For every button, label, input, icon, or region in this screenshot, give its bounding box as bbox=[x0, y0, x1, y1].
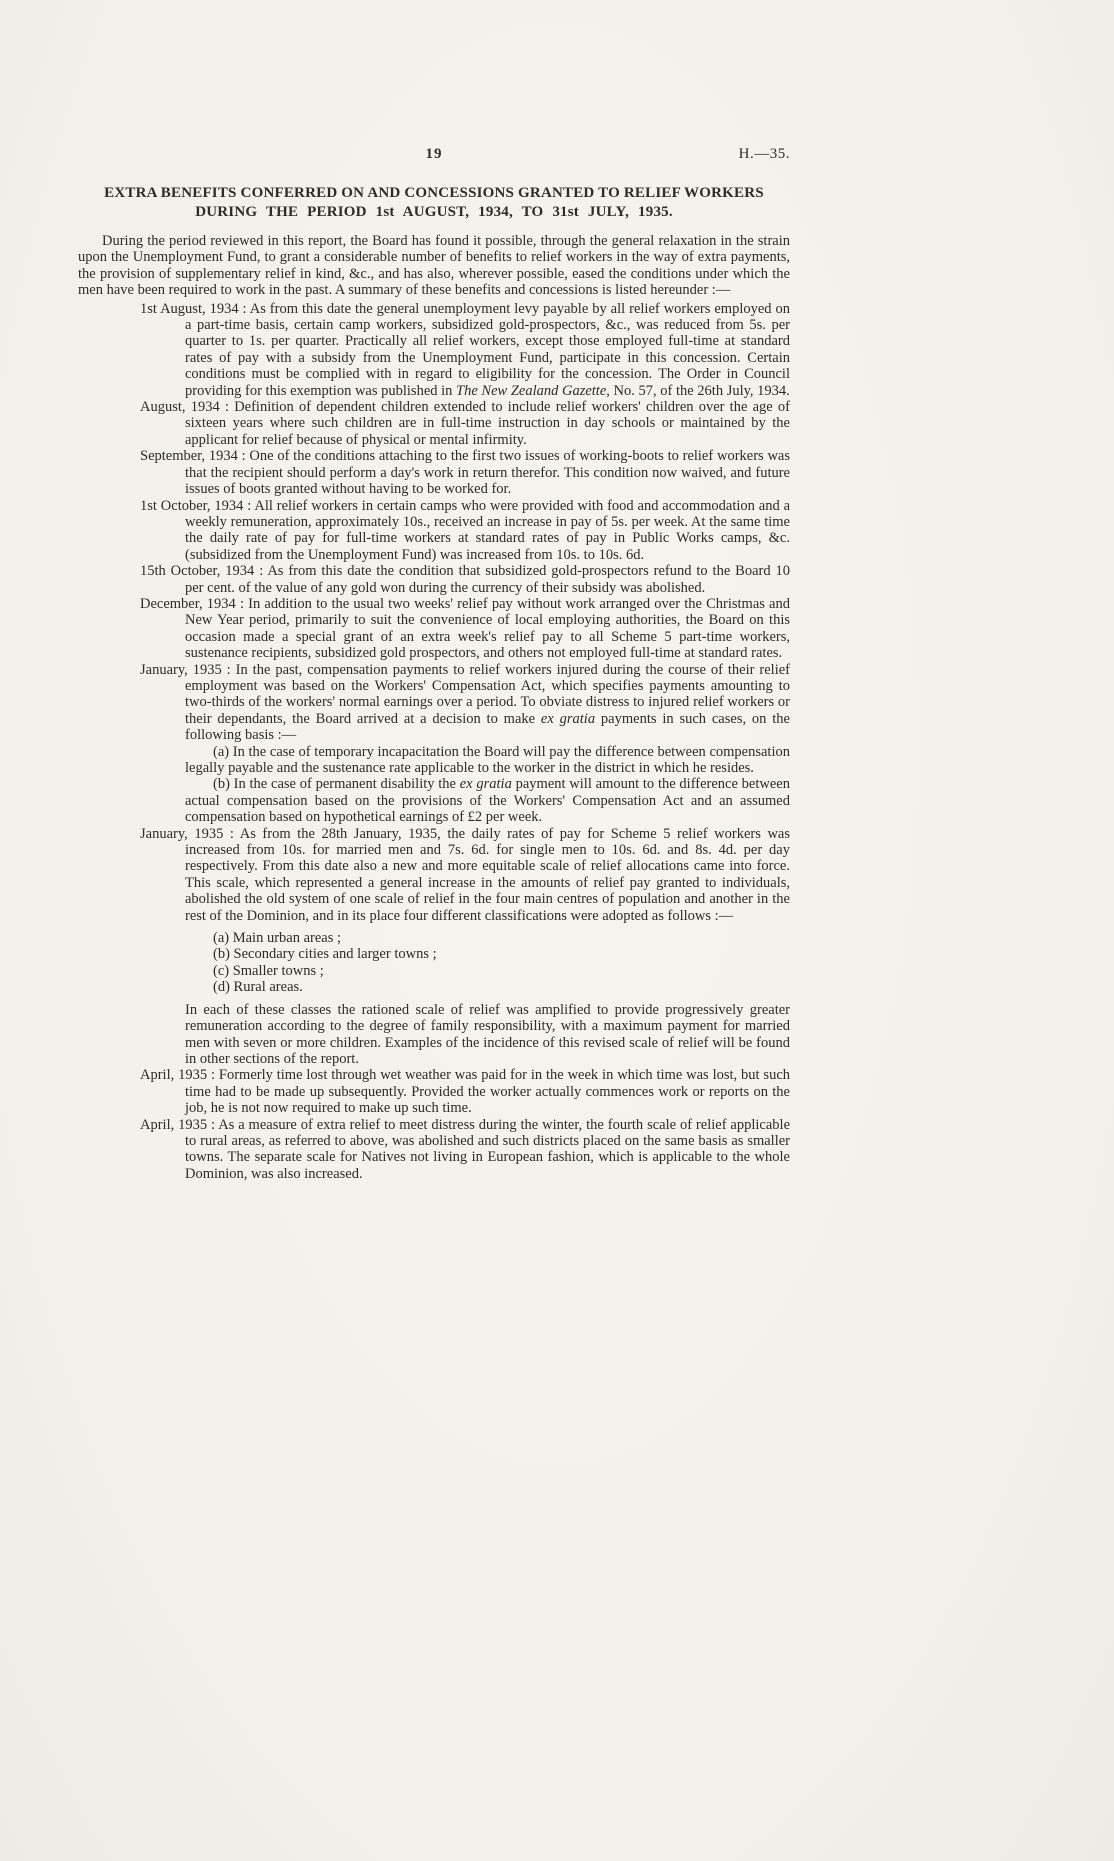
entry-january-1935-compensation bbox=[78, 662, 790, 826]
page-content bbox=[78, 146, 790, 1182]
entry-date-label: April, 1935 : bbox=[140, 1067, 216, 1084]
ex-gratia-term: ex gratia bbox=[540, 710, 596, 727]
entry-date-label: 15th October, 1934 : bbox=[140, 563, 264, 580]
entry-text: As from this date the condition that subsidized gold-prospectors refund to the Board 10 per cent. of the value of any gold won during the currency of their subsidy was abolished. bbox=[185, 563, 790, 596]
entry-text: In addition to the usual two weeks' relief pay without work arranged over the Christmas and New Year period, primarily to suit the convenience of local employing authorities, the Board on this occasion made a special grant of an extra week's relief pay to all Scheme 5 part-time workers, sustenance recipients, subsidized gold prospectors, and others not employed full-time at standard rates. bbox=[185, 595, 790, 662]
sub-item-text-cont: payment will amount to the difference between actual compensation based on the provisions of the Workers' Compensation Act and an assumed compensation based on hypothetical earnings of £2 per week. bbox=[185, 776, 790, 826]
entry-text: All relief workers in certain camps who were provided with food and accommodation and a weekly remuneration, approximately 10s., received an increase in pay of 5s. per week. At the same time the daily rate of pay for full-time workers at standard rates of pay in Public Works camps, &c. (subsidized from the Unemployment Fund) was increased from 10s. to 10s. 6d. bbox=[185, 497, 791, 563]
page-header bbox=[78, 146, 790, 168]
entry-text: One of the conditions attaching to the first two issues of working-boots to relief workers was that the recipient should perform a day's work in return therefor. This condition now waived, and future issues of boots granted without having to be worked for. bbox=[185, 448, 790, 498]
title-line-2: DURING THE PERIOD 1st AUGUST, 1934, TO 31st JULY, 1935. bbox=[195, 204, 673, 220]
entry-text: As from the 28th January, 1935, the daily rates of pay for Scheme 5 relief workers was increased from 10s. for married men and 7s. 6d. for single men to 10s. 6d. and 8s. 4d. per day respectively. From this date also a new and more equitable scale of relief allocations came into force. This scale, which represented a general increase in the amounts of relief pay granted to individuals, abolished the old system of one scale of relief in the four main centres of population and another in the rest of the Dominion, and in its place four different classifications were adopted as follows :— bbox=[185, 825, 791, 924]
entry-april-1935-winter-relief bbox=[78, 1117, 790, 1183]
classification-item-d: (d) Rural areas. bbox=[213, 979, 303, 996]
page-number: 19 bbox=[425, 146, 443, 162]
entry-1st-october-1934 bbox=[78, 498, 790, 564]
entry-date-label: August, 1934 : bbox=[140, 399, 229, 416]
entry-date-label: April, 1935 : bbox=[140, 1116, 216, 1133]
sub-item-a: (a) In the case of temporary incapacitation the Board will pay the difference between compensation legally payable and the sustenance rate applicable to the worker in the district in which he resides. bbox=[185, 743, 790, 776]
entry-date-label: January, 1935 : bbox=[140, 825, 234, 842]
entry-december-1934 bbox=[78, 596, 790, 662]
entry-text: In the past, compensation payments to relief workers injured during the course of their relief employment was based on the Workers' Compensation Act, which specifies payments amounting to two-thirds of the workers' normal earnings over a period. To obviate distress to injured relief workers or their dependants, the Board arrived at a decision to make bbox=[185, 661, 790, 727]
entry-august-1934 bbox=[78, 399, 790, 448]
entry-continuation-paragraph: In each of these classes the rationed scale of relief was amplified to provide progressively greater remuneration according to the degree of family responsibility, with a maximum payment for married men with seven or more children. Examples of the incidence of this revised scale of relief will be found in other sections of the report. bbox=[185, 1001, 790, 1067]
entry-text-cont: , No. 57, of the 26th July, 1934. bbox=[606, 382, 790, 399]
entry-january-1935-relief-scale bbox=[78, 826, 790, 1068]
entry-date-label: December, 1934 : bbox=[140, 595, 244, 612]
entry-text-cont: payments in such cases, on the following basis :— bbox=[185, 710, 790, 744]
sub-item-text: (b) In the case of permanent disability the bbox=[213, 776, 460, 793]
document-reference: H.—35. bbox=[738, 146, 790, 162]
entry-date-label: 1st October, 1934 : bbox=[140, 497, 252, 514]
sub-item-b bbox=[78, 776, 790, 825]
entry-body bbox=[78, 826, 790, 924]
entry-body bbox=[78, 662, 790, 744]
entry-date-label: September, 1934 : bbox=[140, 448, 246, 465]
entry-text: Definition of dependent children extended to include relief workers' children over the age of sixteen years where such children are in full-time instruction in day schools or maintained by the applicant for relief because of physical or mental infirmity. bbox=[185, 399, 791, 448]
entry-april-1935-wet-weather bbox=[78, 1067, 790, 1116]
classification-item-a: (a) Main urban areas ; bbox=[213, 930, 342, 947]
entry-text: Formerly time lost through wet weather was paid for in the week in which time was lost, but such time had to be made up subsequently. Provided the worker actually commences work or reports on the job, he is not now required to make up such time. bbox=[185, 1067, 791, 1117]
entry-september-1934 bbox=[78, 448, 790, 497]
entry-15th-october-1934 bbox=[78, 563, 790, 596]
classification-item-c: (c) Smaller towns ; bbox=[213, 962, 324, 979]
ex-gratia-term: ex gratia bbox=[459, 776, 512, 793]
entries-list bbox=[78, 301, 790, 1183]
entry-text: As from this date the general unemployment levy payable by all relief workers employed on a part-time basis, certain camp workers, subsidized gold-prospectors, &c., was reduced from 5s. per quarter to 1s. per quarter. Practically all relief workers, except those employed full-time at standard rates of pay with a subsidy from the Unemployment Fund, participate in this concession. Certain conditions must be complied with in regard to eligibility for the concession. The Order in Council providing for this exemption was published in bbox=[185, 300, 791, 399]
entry-date-label: 1st August, 1934 : bbox=[140, 300, 247, 317]
title-line-1: EXTRA BENEFITS CONFERRED ON AND CONCESSIONS GRANTED TO RELIEF WORKERS bbox=[104, 185, 764, 201]
entry-text: As a measure of extra relief to meet distress during the winter, the fourth scale of relief applicable to rural areas, as referred to above, was abolished and such districts placed on the same basis as smaller towns. The separate scale for Natives not living in European fashion, which is applicable to the whole Dominion, was also increased. bbox=[185, 1116, 791, 1182]
entry-1st-august-1934 bbox=[78, 301, 790, 399]
classification-item-b: (b) Secondary cities and larger towns ; bbox=[213, 946, 437, 963]
gazette-reference: The New Zealand Gazette bbox=[456, 382, 607, 399]
classification-list bbox=[78, 930, 790, 996]
intro-paragraph: During the period reviewed in this report, the Board has found it possible, through the general relaxation in the strain upon the Unemployment Fund, to grant a considerable number of benefits to relief workers in the way of extra payments, the provision of supplementary relief in kind, &c., and has also, wherever possible, eased the conditions under which the men have been required to work in the past. A summary of these benefits and concessions is listed hereunder :— bbox=[78, 233, 790, 299]
entry-date-label: January, 1935 : bbox=[140, 661, 231, 678]
document-title bbox=[78, 184, 790, 222]
